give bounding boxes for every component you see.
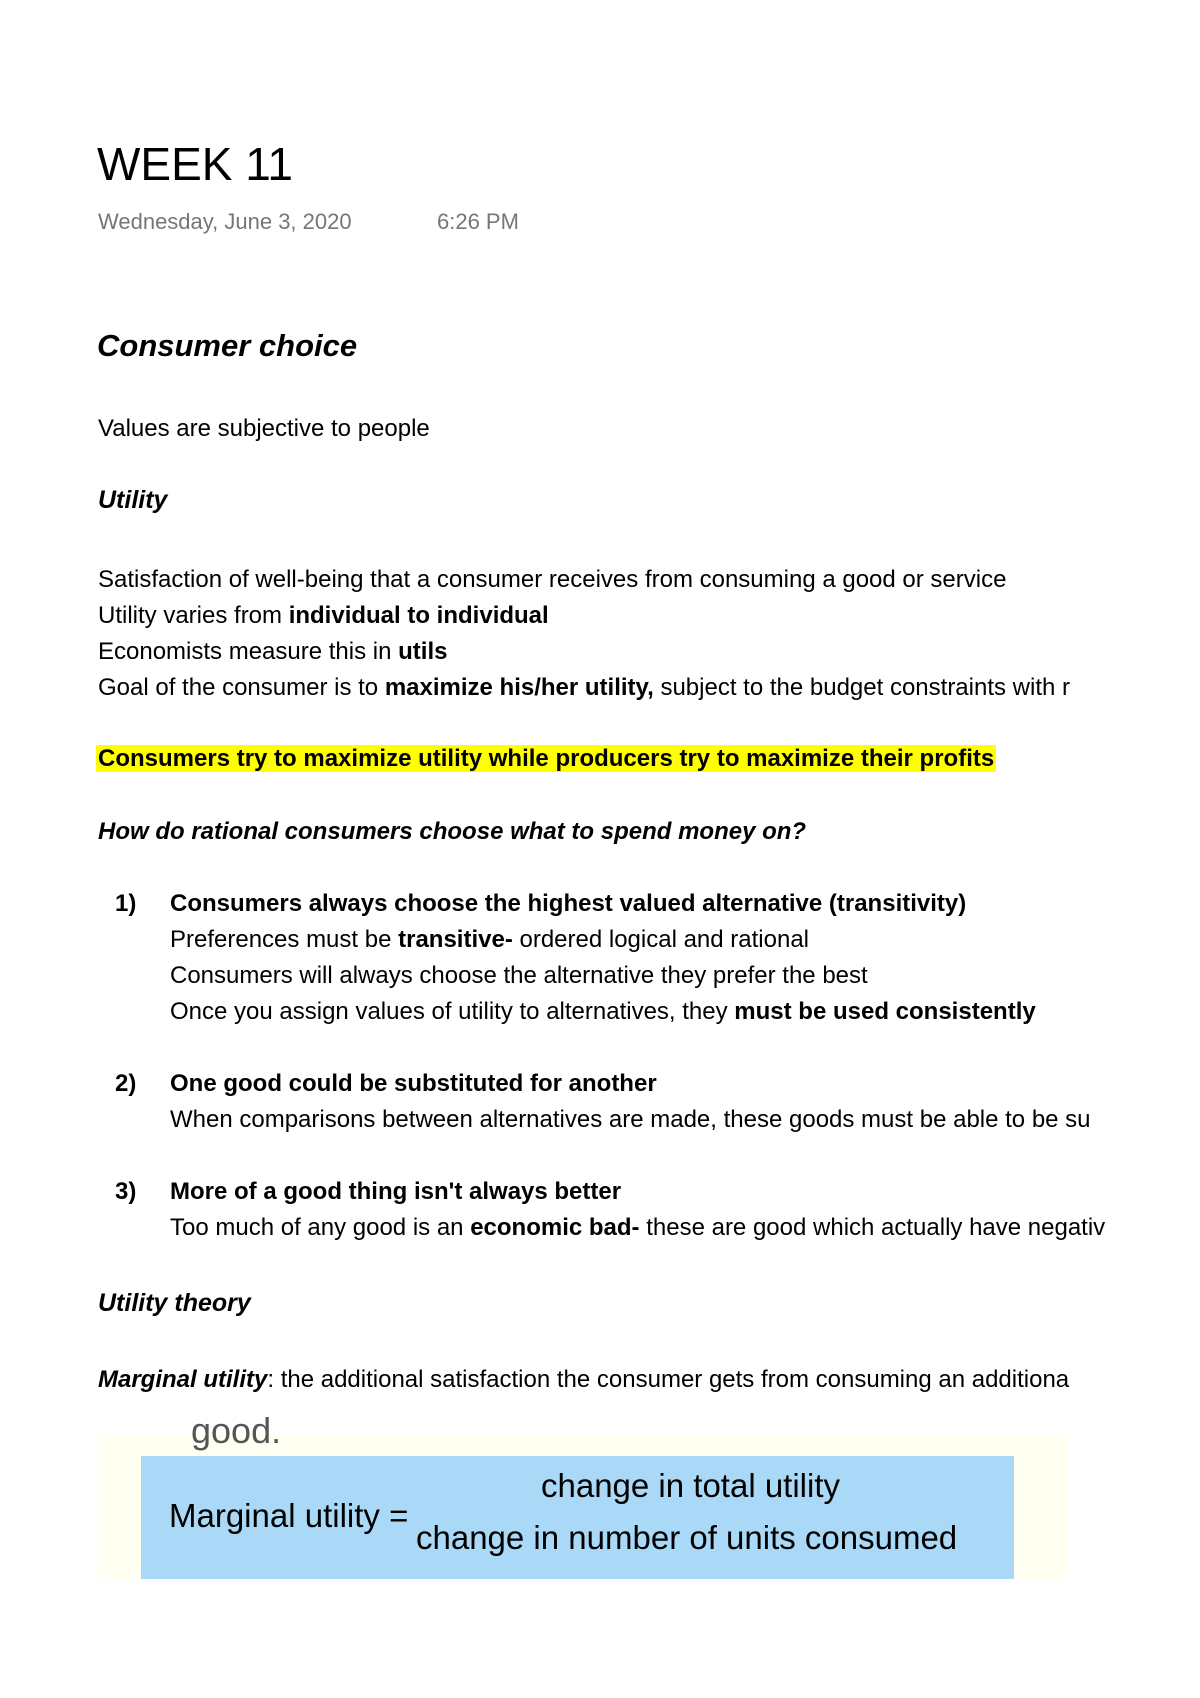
economic-bad-bold: economic bad-	[470, 1214, 640, 1241]
formula-cropped-text: good.	[191, 1410, 282, 1451]
consumer-goal-line	[98, 672, 1070, 704]
economic-bad-pre: Too much of any good is an	[170, 1214, 471, 1241]
intro-text: Values are subjective to people	[98, 415, 430, 442]
list-item-1-title: Consumers always choose the highest valued alternative (transitivity)	[170, 890, 967, 917]
formula-image	[97, 1410, 1067, 1580]
goal-pre: Goal of the consumer is to	[98, 674, 385, 701]
formula-box	[141, 1456, 1014, 1579]
question-heading: How do rational consumers choose what to spend money on?	[98, 818, 807, 845]
note-date: Wednesday, June 3, 2020	[98, 209, 352, 234]
formula-denominator: change in number of units consumed	[416, 1519, 958, 1556]
section-heading-consumer-choice: Consumer choice	[97, 328, 358, 363]
list-item-1-line-1	[170, 924, 809, 956]
economic-bad-post: these are good which actually have negativ	[639, 1214, 1106, 1241]
list-number-2: 2)	[115, 1070, 137, 1097]
formula-numerator: change in total utility	[541, 1467, 841, 1504]
list-item-1-line-3	[170, 996, 1036, 1028]
note-time: 6:26 PM	[437, 209, 519, 234]
utility-varies-bold: individual to individual	[288, 602, 549, 629]
list-number-3: 3)	[115, 1178, 137, 1205]
marginal-utility-term: Marginal utility	[98, 1366, 268, 1393]
transitive-pre: Preferences must be	[170, 926, 399, 953]
utils-pre: Economists measure this in	[98, 638, 399, 665]
highlighted-text: Consumers try to maximize utility while producers try to maximize their profits	[98, 745, 995, 772]
utils-line	[98, 636, 447, 668]
marginal-utility-definition	[98, 1364, 1069, 1396]
page-title: WEEK 11	[97, 138, 293, 190]
list-item-2-line-1: When comparisons between alternatives are made, these goods must be able to be su	[170, 1106, 1091, 1133]
transitive-post: ordered logical and rational	[512, 926, 810, 953]
utility-varies-pre: Utility varies from	[98, 602, 289, 629]
transitive-bold: transitive-	[398, 926, 513, 953]
list-item-2-title: One good could be substituted for another	[170, 1070, 657, 1097]
marginal-utility-text: : the additional satisfaction the consumer gets from consuming an additiona	[267, 1366, 1070, 1393]
list-item-3-title: More of a good thing isn't always better	[170, 1178, 622, 1205]
goal-bold: maximize his/her utility,	[384, 674, 654, 701]
consistently-bold: must be used consistently	[734, 998, 1036, 1025]
formula-lhs: Marginal utility =	[169, 1497, 409, 1534]
list-item-3-line-1	[170, 1212, 1105, 1244]
heading-utility: Utility	[98, 486, 168, 514]
highlight-line	[96, 743, 996, 775]
heading-utility-theory: Utility theory	[98, 1289, 251, 1317]
list-number-1: 1)	[115, 890, 137, 917]
utility-varies-line	[98, 600, 549, 632]
consistently-pre: Once you assign values of utility to alternatives, they	[170, 998, 735, 1025]
utils-bold: utils	[398, 638, 448, 665]
goal-post: subject to the budget constraints with r	[653, 674, 1071, 701]
list-item-1-line-2: Consumers will always choose the alternative they prefer the best	[170, 962, 868, 989]
utility-definition: Satisfaction of well-being that a consumer receives from consuming a good or service	[98, 566, 1007, 593]
